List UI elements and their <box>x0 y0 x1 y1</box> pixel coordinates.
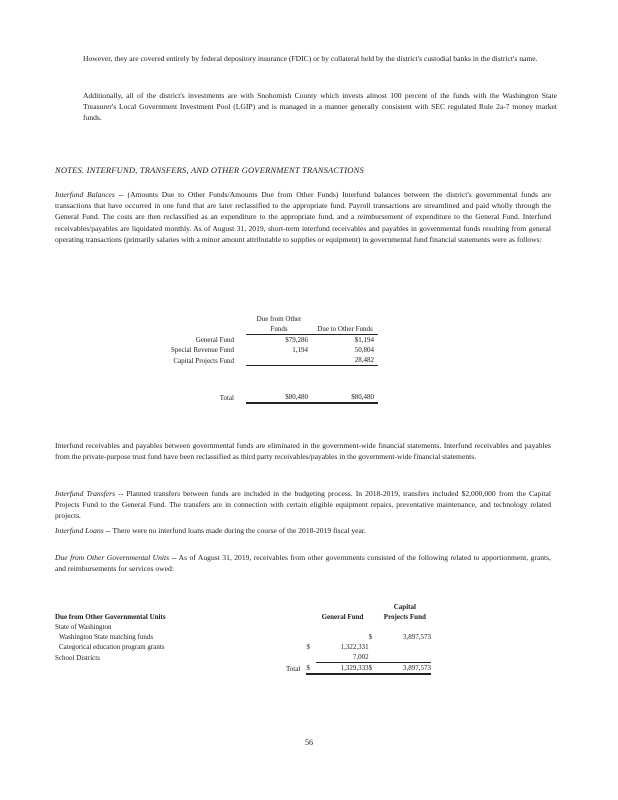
currency-sign: $ <box>369 663 379 675</box>
row-label: Capital Projects Fund <box>173 356 234 365</box>
paragraph-eliminated: Interfund receivables and payables between governmental funds are eliminated in the government-wide financial statements. Interfund receivables and payables from the private-purpose trust fund have been reclassified as third party receivables/payables in the government-wide financial statements. <box>55 441 551 462</box>
paragraph-snohomish: Additionally, all of the district's investments are with Snohomish County which invests almost 100 percent of the funds with the Washington State Treasurer's Local Government Investment Pool (LGIP) and is managed in a manner generally consistent with SEC regulated Rule 2a-7 money market funds. <box>83 91 557 123</box>
total-capital: 3,897,573 <box>379 663 431 675</box>
interfund-table <box>140 314 378 404</box>
currency-sign: $ <box>306 663 316 675</box>
transfers-text: -- Planned transfers between funds are included in the budgeting process. In 2018-2019, transfers included $2,000,000 from the Capital Projects Fund to the General Fund. The transfers are in connection with certain eligible equipment repairs, preventative maintenance, and technology related projects. <box>55 489 551 521</box>
table-row <box>55 622 431 632</box>
cell-due-to: 50,804 <box>354 346 374 354</box>
table-row <box>140 345 378 355</box>
loans-text: -- There were no interfund loans made during the course of the 2018-2019 fiscal year. <box>105 526 366 535</box>
interfund-balances-label: Interfund Balances <box>55 190 115 199</box>
cell-due-from: 1,194 <box>292 346 308 354</box>
total-row <box>140 392 378 403</box>
row-label: Special Revenue Fund <box>171 346 234 354</box>
due-from-label: Due from Other Governmental Units <box>55 553 170 562</box>
total-due-to: $80,480 <box>312 392 378 403</box>
table-row <box>55 632 431 642</box>
header-capital-bottom: Projects Fund <box>383 613 426 621</box>
row-label: State of Washington <box>55 623 112 631</box>
cell-due-to: $1,194 <box>354 336 374 344</box>
cell-due-from <box>246 355 312 366</box>
governmental-units-table <box>55 602 431 675</box>
row-label: Categorical education program grants <box>59 643 165 651</box>
paragraph-fdic: However, they are covered entirely by federal depository insurance (FDIC) or by collateral held by the district's custodial banks in the district's name. <box>83 54 538 63</box>
header-capital-top: Capital <box>393 603 416 611</box>
loans-label: Interfund Loans <box>55 526 104 535</box>
cell-capital: 3,897,573 <box>403 633 431 641</box>
currency-sign: $ <box>368 633 373 641</box>
transfers-label: Interfund Transfers <box>55 489 116 498</box>
row-label: Washington State matching funds <box>59 633 154 641</box>
paragraph-due-from-governments <box>55 552 551 574</box>
cell-due-to: 28,482 <box>312 355 378 366</box>
section-heading: NOTES. INTERFUND, TRANSFERS, AND OTHER GOVERNMENT TRANSACTIONS <box>55 165 364 175</box>
table-row <box>55 652 431 663</box>
col-due-from: Due from Other Funds <box>246 314 312 335</box>
row-label: School Districts <box>55 653 100 662</box>
interfund-balances-text: -- (Amounts Due to Other Funds/Amounts Due from Other Funds) Interfund balances between the district's governmental funds are transactions that have occurred in one fund that are later reclassified to the appropriate fund. Payroll transactions are streamlined and paid wholly through the General Fund. The costs are then reclassified as an expenditure to the appropriate fund, and a reimbursement of expenditure to the General Fund. Interfund receivables/payables are liquidated monthly. As of August 31, 2019, short-term interfund receivables and payables in governmental funds resulting from general operating transactions (primarily salaries with a minor amount attributable to supplies or equipment) in governmental fund financial statements were as follows: <box>55 190 551 244</box>
cell-due-from: $79,286 <box>285 336 308 344</box>
table-row <box>55 642 431 652</box>
total-due-from: $80,480 <box>246 392 312 403</box>
paragraph-interfund-transfers <box>55 488 551 522</box>
total-label: Total <box>219 393 234 402</box>
cell-general: 7,002 <box>316 652 368 663</box>
table-row <box>140 355 378 366</box>
header-general-fund: General Fund <box>321 613 364 621</box>
cell-general: 1,322,331 <box>340 643 369 651</box>
total-label: Total <box>286 665 301 673</box>
header-due-from: Due from Other Governmental Units <box>55 613 166 621</box>
currency-sign: $ <box>306 643 310 651</box>
paragraph-interfund-loans <box>55 525 551 536</box>
paragraph-interfund-balances <box>55 189 551 245</box>
page-number: 56 <box>305 738 313 747</box>
due-from-text: -- As of August 31, 2019, receivables from other governments consisted of the following related to apportionment, grants, and reimbursements for services owed: <box>55 553 551 574</box>
total-row <box>55 663 431 675</box>
row-label: General Fund <box>195 336 234 344</box>
total-general: 1,329,333 <box>316 663 368 675</box>
col-due-to: Due to Other Funds <box>312 314 378 335</box>
table-row <box>140 335 378 346</box>
